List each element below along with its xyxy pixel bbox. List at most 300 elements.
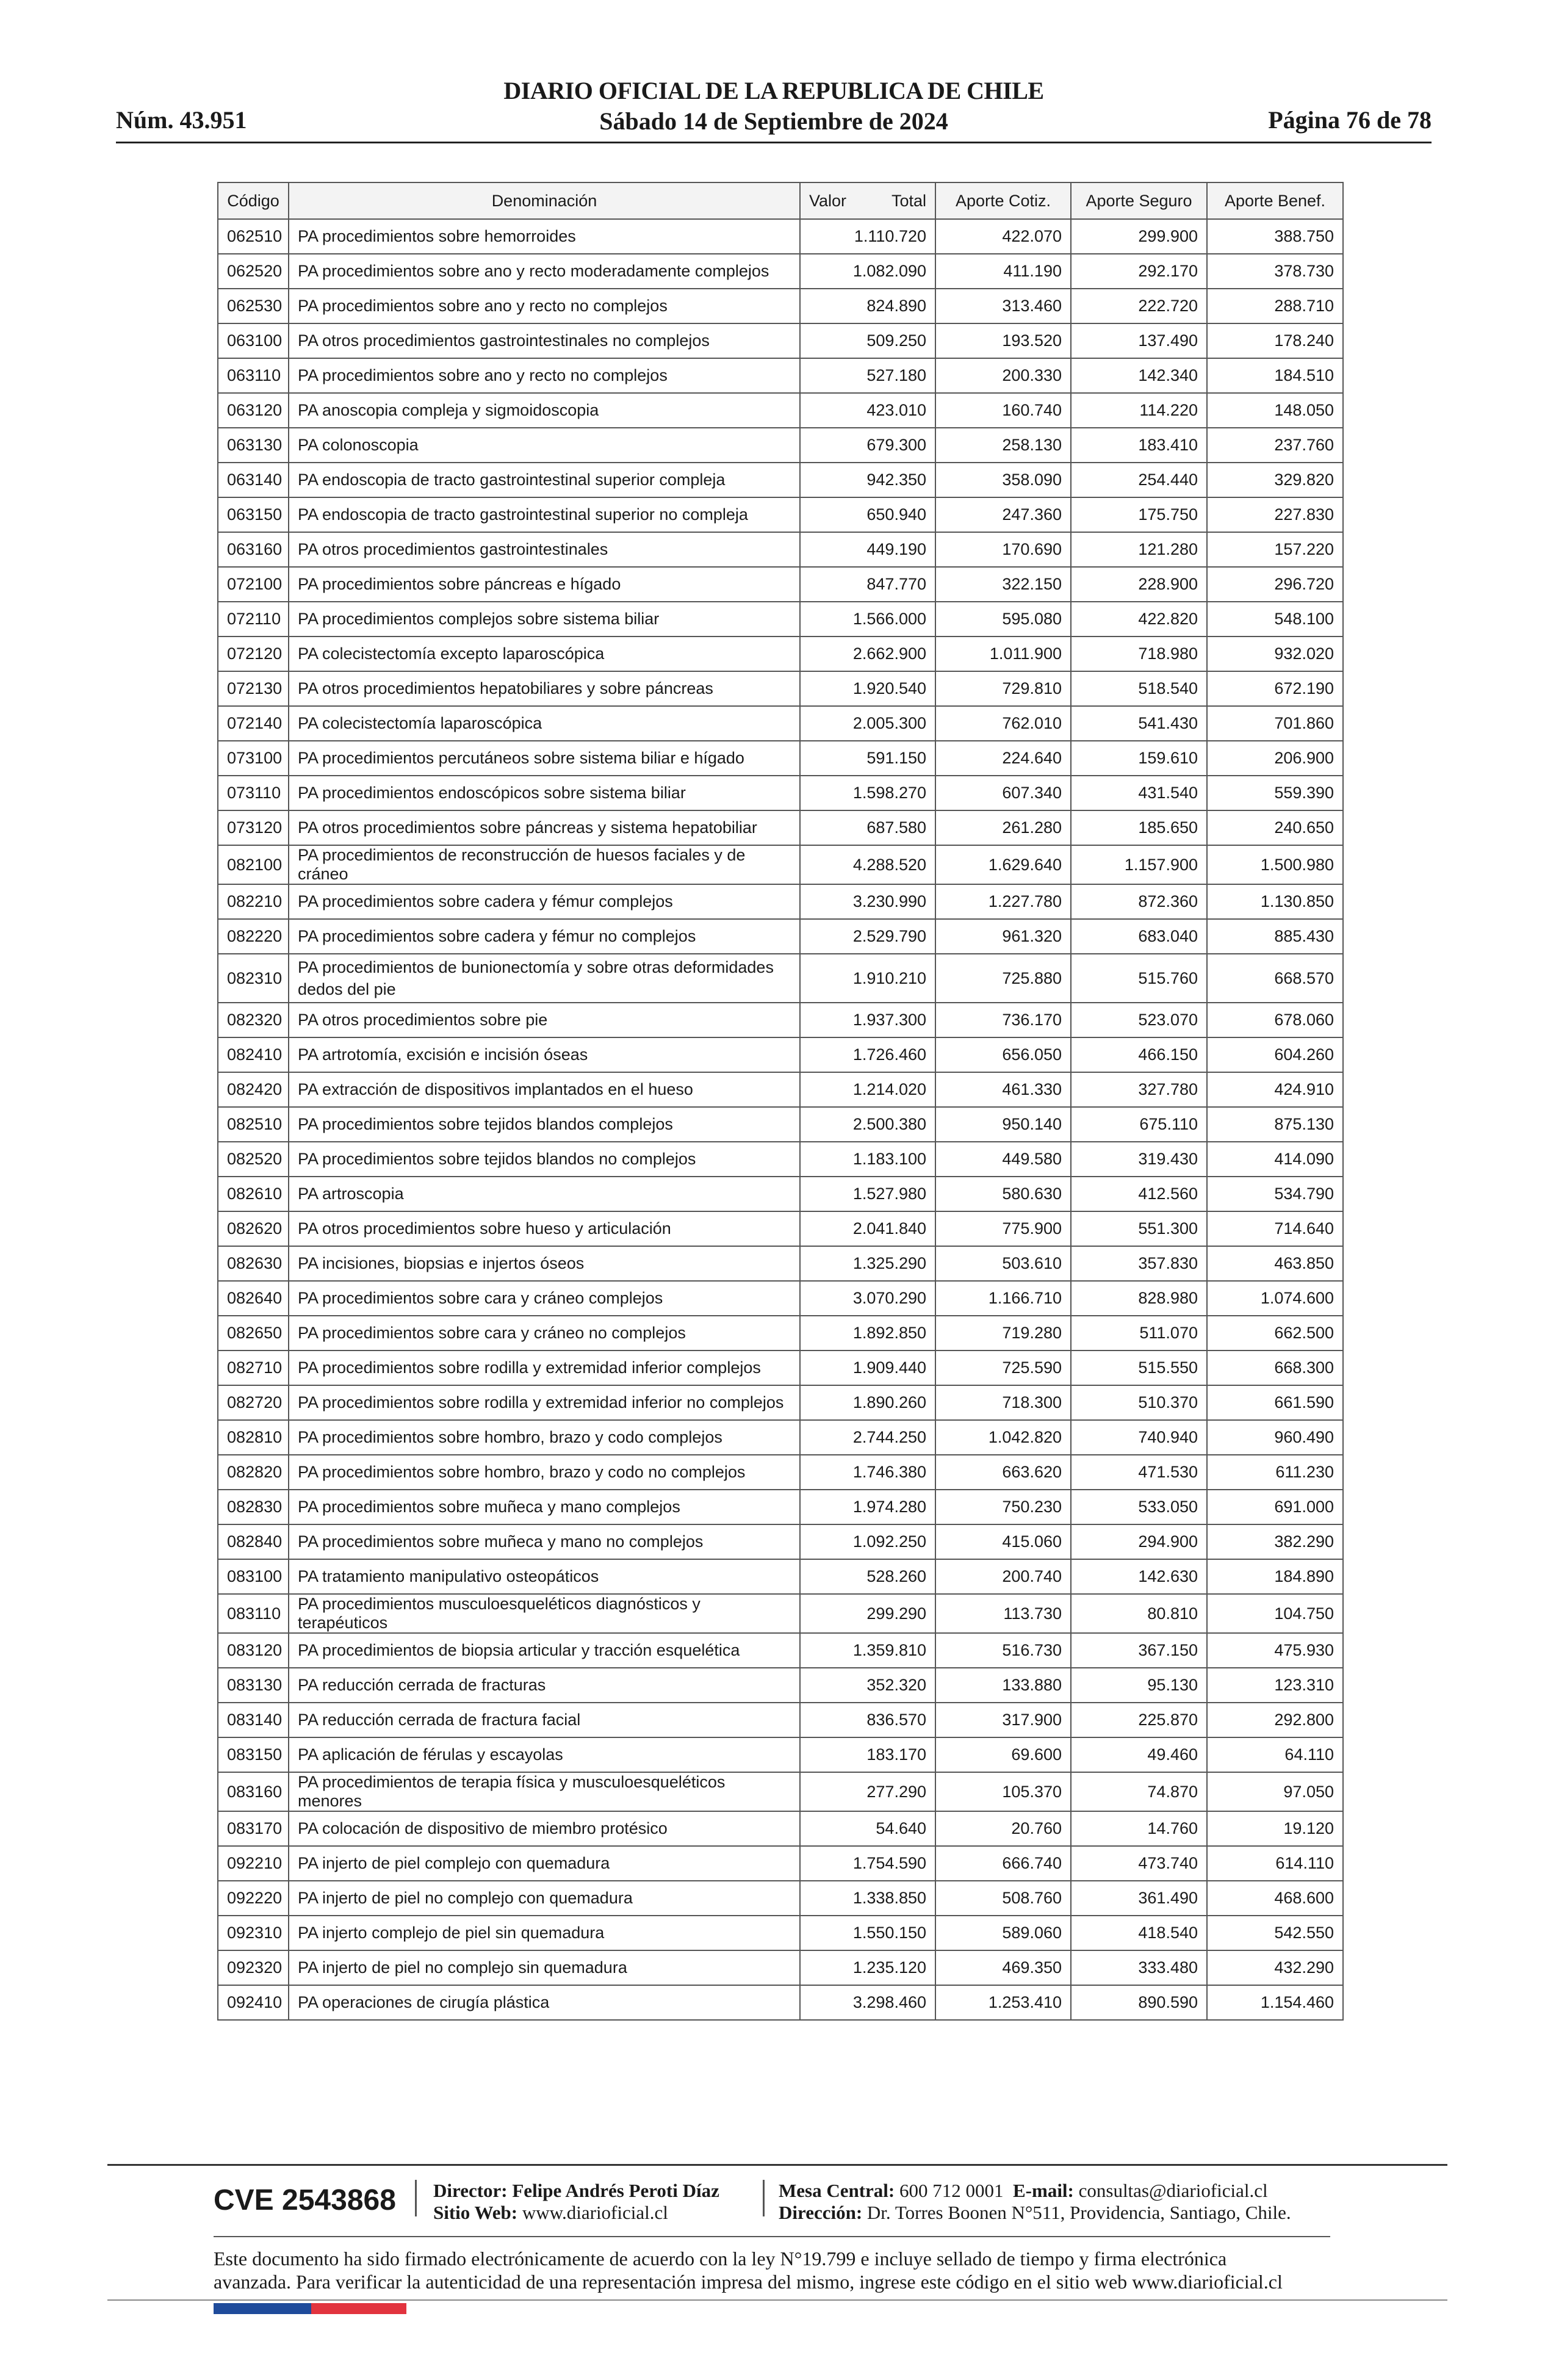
- cell-total: 1.754.590: [800, 1846, 935, 1881]
- cell-seguro: 872.360: [1071, 884, 1207, 919]
- cell-total: 1.920.540: [800, 671, 935, 706]
- cell-cotiz: 133.880: [935, 1668, 1071, 1703]
- cell-seguro: 367.150: [1071, 1633, 1207, 1668]
- cell-total: 2.744.250: [800, 1420, 935, 1455]
- cell-total: 277.290: [800, 1772, 935, 1811]
- contact-block: [779, 2180, 1291, 2224]
- cell-code: 082640: [218, 1281, 289, 1316]
- cell-code: 082510: [218, 1107, 289, 1142]
- cell-cotiz: 950.140: [935, 1107, 1071, 1142]
- cell-cotiz: 719.280: [935, 1316, 1071, 1350]
- cell-benef: 240.650: [1207, 810, 1343, 845]
- cell-cotiz: 580.630: [935, 1177, 1071, 1211]
- website-link[interactable]: www.diarioficial.cl: [522, 2202, 668, 2223]
- cell-benef: 701.860: [1207, 706, 1343, 741]
- cell-name: PA otros procedimientos hepatobiliares y sobre páncreas: [289, 671, 800, 706]
- cell-seguro: 431.540: [1071, 776, 1207, 810]
- cell-cotiz: 961.320: [935, 919, 1071, 954]
- cell-benef: 288.710: [1207, 289, 1343, 323]
- table-row: [218, 1316, 1343, 1350]
- cell-name: PA colecistectomía laparoscópica: [289, 706, 800, 741]
- cell-cotiz: 607.340: [935, 776, 1071, 810]
- cell-name: PA procedimientos de bunionectomía y sobre otras deformidades dedos del pie: [289, 954, 800, 1003]
- cell-name: PA injerto de piel complejo con quemadura: [289, 1846, 800, 1881]
- cell-cotiz: 718.300: [935, 1385, 1071, 1420]
- cell-benef: 157.220: [1207, 532, 1343, 567]
- cell-seguro: 518.540: [1071, 671, 1207, 706]
- cell-seguro: 137.490: [1071, 323, 1207, 358]
- cell-name: PA procedimientos endoscópicos sobre sistema biliar: [289, 776, 800, 810]
- cell-code: 072100: [218, 567, 289, 602]
- legal-line: avanzada. Para verificar la autenticidad de una representación impresa del mismo, ingrese este código en el sitio web www.diarioficial.cl: [214, 2271, 1283, 2293]
- cell-name: PA procedimientos percutáneos sobre sistema biliar e hígado: [289, 741, 800, 776]
- director-block: [433, 2180, 719, 2224]
- cell-benef: 1.500.980: [1207, 845, 1343, 884]
- col-header-seguro: Aporte Seguro: [1071, 182, 1207, 219]
- cell-total: 847.770: [800, 567, 935, 602]
- cell-code: 073110: [218, 776, 289, 810]
- cell-total: 942.350: [800, 463, 935, 497]
- table-row: [218, 919, 1343, 954]
- cell-benef: 534.790: [1207, 1177, 1343, 1211]
- cell-seguro: 541.430: [1071, 706, 1207, 741]
- cell-name: PA procedimientos de biopsia articular y tracción esquelética: [289, 1633, 800, 1668]
- cell-benef: 424.910: [1207, 1072, 1343, 1107]
- page-header: [116, 76, 1432, 143]
- table-row: [218, 1950, 1343, 1985]
- cell-name: PA operaciones de cirugía plástica: [289, 1985, 800, 2020]
- cell-total: 1.214.020: [800, 1072, 935, 1107]
- cell-code: 063110: [218, 358, 289, 393]
- cell-code: 082720: [218, 1385, 289, 1420]
- cell-total: 4.288.520: [800, 845, 935, 884]
- footer-separator: [415, 2180, 417, 2216]
- cell-cotiz: 775.900: [935, 1211, 1071, 1246]
- cell-code: 082220: [218, 919, 289, 954]
- table-row: [218, 428, 1343, 463]
- table-row: [218, 254, 1343, 289]
- cell-cotiz: 656.050: [935, 1037, 1071, 1072]
- cell-name: PA artrotomía, excisión e incisión óseas: [289, 1037, 800, 1072]
- col-header-total-label: Total: [891, 191, 926, 210]
- mesa-label: Mesa Central:: [779, 2180, 895, 2201]
- table-row: [218, 706, 1343, 741]
- cell-total: 1.598.270: [800, 776, 935, 810]
- cell-name: PA procedimientos sobre tejidos blandos no complejos: [289, 1142, 800, 1177]
- cell-total: 1.937.300: [800, 1003, 935, 1037]
- cell-benef: 206.900: [1207, 741, 1343, 776]
- cell-cotiz: 736.170: [935, 1003, 1071, 1037]
- cell-code: 083100: [218, 1559, 289, 1594]
- cell-code: 083160: [218, 1772, 289, 1811]
- cell-total: 2.005.300: [800, 706, 935, 741]
- cell-seguro: 225.870: [1071, 1703, 1207, 1737]
- cell-cotiz: 358.090: [935, 463, 1071, 497]
- cell-benef: 292.800: [1207, 1703, 1343, 1737]
- cell-name: PA endoscopia de tracto gastrointestinal superior compleja: [289, 463, 800, 497]
- cell-seguro: 890.590: [1071, 1985, 1207, 2020]
- cell-cotiz: 411.190: [935, 254, 1071, 289]
- cell-code: 092210: [218, 1846, 289, 1881]
- cell-cotiz: 322.150: [935, 567, 1071, 602]
- cell-code: 082710: [218, 1350, 289, 1385]
- cell-benef: 329.820: [1207, 463, 1343, 497]
- cell-cotiz: 313.460: [935, 289, 1071, 323]
- cell-name: PA artroscopia: [289, 1177, 800, 1211]
- table-row: [218, 323, 1343, 358]
- table-row: [218, 1107, 1343, 1142]
- cell-cotiz: 469.350: [935, 1950, 1071, 1985]
- cell-name: PA procedimientos sobre ano y recto no complejos: [289, 289, 800, 323]
- cell-cotiz: 1.166.710: [935, 1281, 1071, 1316]
- cell-benef: 548.100: [1207, 602, 1343, 636]
- cell-cotiz: 1.253.410: [935, 1985, 1071, 2020]
- cell-total: 2.529.790: [800, 919, 935, 954]
- address-value: Dr. Torres Boonen N°511, Providencia, Santiago, Chile.: [866, 2202, 1291, 2223]
- cell-seguro: 185.650: [1071, 810, 1207, 845]
- page-footer: [214, 2177, 1373, 2226]
- cell-name: PA injerto de piel no complejo sin quemadura: [289, 1950, 800, 1985]
- cell-seguro: 228.900: [1071, 567, 1207, 602]
- cell-total: 1.550.150: [800, 1916, 935, 1950]
- cell-name: PA reducción cerrada de fracturas: [289, 1668, 800, 1703]
- email-link[interactable]: consultas@diarioficial.cl: [1078, 2180, 1268, 2201]
- cell-name: PA procedimientos sobre hemorroides: [289, 219, 800, 254]
- cell-total: 183.170: [800, 1737, 935, 1772]
- cell-code: 072120: [218, 636, 289, 671]
- cell-code: 063100: [218, 323, 289, 358]
- table-row: [218, 497, 1343, 532]
- cell-seguro: 254.440: [1071, 463, 1207, 497]
- table-row: [218, 845, 1343, 884]
- cell-code: 072140: [218, 706, 289, 741]
- cell-cotiz: 666.740: [935, 1846, 1071, 1881]
- cell-benef: 184.890: [1207, 1559, 1343, 1594]
- table-row: [218, 1142, 1343, 1177]
- website-label: Sitio Web:: [433, 2202, 518, 2223]
- table-row: [218, 1003, 1343, 1037]
- cell-seguro: 95.130: [1071, 1668, 1207, 1703]
- cell-code: 082410: [218, 1037, 289, 1072]
- col-header-valor: Valor: [809, 191, 847, 210]
- cell-name: PA tratamiento manipulativo osteopáticos: [289, 1559, 800, 1594]
- cell-code: 092220: [218, 1881, 289, 1916]
- cve-code: CVE 2543868: [214, 2184, 396, 2216]
- cell-total: 1.110.720: [800, 219, 935, 254]
- cell-benef: 463.850: [1207, 1246, 1343, 1281]
- col-header-benef: Aporte Benef.: [1207, 182, 1343, 219]
- cell-code: 082650: [218, 1316, 289, 1350]
- cell-benef: 97.050: [1207, 1772, 1343, 1811]
- cell-seguro: 422.820: [1071, 602, 1207, 636]
- cell-seguro: 222.720: [1071, 289, 1207, 323]
- cell-name: PA procedimientos sobre hombro, brazo y codo no complejos: [289, 1455, 800, 1490]
- cell-benef: 237.760: [1207, 428, 1343, 463]
- legal-notice: [214, 2247, 1373, 2293]
- cell-cotiz: 1.042.820: [935, 1420, 1071, 1455]
- table-row: [218, 776, 1343, 810]
- cell-total: 836.570: [800, 1703, 935, 1737]
- cell-code: 082820: [218, 1455, 289, 1490]
- publication-date: Sábado 14 de Septiembre de 2024: [599, 107, 948, 135]
- cell-total: 2.041.840: [800, 1211, 935, 1246]
- cell-code: 083110: [218, 1594, 289, 1633]
- table-row: [218, 289, 1343, 323]
- table-row: [218, 1916, 1343, 1950]
- cell-name: PA procedimientos sobre cara y cráneo complejos: [289, 1281, 800, 1316]
- table-row: [218, 602, 1343, 636]
- cell-cotiz: 508.760: [935, 1881, 1071, 1916]
- cell-cotiz: 729.810: [935, 671, 1071, 706]
- cell-cotiz: 589.060: [935, 1916, 1071, 1950]
- table-row: [218, 1455, 1343, 1490]
- cell-seguro: 142.630: [1071, 1559, 1207, 1594]
- cell-total: 527.180: [800, 358, 935, 393]
- cell-name: PA otros procedimientos sobre pie: [289, 1003, 800, 1037]
- cell-total: 2.500.380: [800, 1107, 935, 1142]
- cell-code: 062530: [218, 289, 289, 323]
- cell-seguro: 361.490: [1071, 1881, 1207, 1916]
- cell-total: 449.190: [800, 532, 935, 567]
- cell-name: PA colecistectomía excepto laparoscópica: [289, 636, 800, 671]
- cell-total: 3.298.460: [800, 1985, 935, 2020]
- cell-total: 3.070.290: [800, 1281, 935, 1316]
- cell-seguro: 683.040: [1071, 919, 1207, 954]
- cell-benef: 1.130.850: [1207, 884, 1343, 919]
- cell-total: 1.909.440: [800, 1350, 935, 1385]
- cell-total: 824.890: [800, 289, 935, 323]
- table-row: [218, 1772, 1343, 1811]
- cell-benef: 388.750: [1207, 219, 1343, 254]
- cell-total: 591.150: [800, 741, 935, 776]
- cell-cotiz: 170.690: [935, 532, 1071, 567]
- table-row: [218, 810, 1343, 845]
- cell-seguro: 292.170: [1071, 254, 1207, 289]
- cell-code: 083150: [218, 1737, 289, 1772]
- cell-code: 082610: [218, 1177, 289, 1211]
- cell-code: 082630: [218, 1246, 289, 1281]
- cell-total: 1.338.850: [800, 1881, 935, 1916]
- table-row: [218, 567, 1343, 602]
- cell-code: 083170: [218, 1811, 289, 1846]
- flag-stripe-red: [311, 2303, 406, 2314]
- cell-benef: 1.074.600: [1207, 1281, 1343, 1316]
- cell-benef: 691.000: [1207, 1490, 1343, 1524]
- cell-total: 352.320: [800, 1668, 935, 1703]
- table-row: [218, 1281, 1343, 1316]
- cell-cotiz: 160.740: [935, 393, 1071, 428]
- issue-number: Núm. 43.951: [116, 106, 247, 134]
- cell-name: PA procedimientos sobre muñeca y mano no complejos: [289, 1524, 800, 1559]
- col-header-cotiz: Aporte Cotiz.: [935, 182, 1071, 219]
- table-row: [218, 741, 1343, 776]
- cell-code: 082840: [218, 1524, 289, 1559]
- footer-divider-middle: [214, 2236, 1330, 2237]
- cell-code: 063120: [218, 393, 289, 428]
- cell-seguro: 327.780: [1071, 1072, 1207, 1107]
- cell-name: PA procedimientos musculoesqueléticos diagnósticos y terapéuticos: [289, 1594, 800, 1633]
- cell-cotiz: 247.360: [935, 497, 1071, 532]
- cell-benef: 604.260: [1207, 1037, 1343, 1072]
- table-row: [218, 1633, 1343, 1668]
- cell-name: PA procedimientos sobre rodilla y extremidad inferior complejos: [289, 1350, 800, 1385]
- table-row: [218, 1420, 1343, 1455]
- cell-seguro: 466.150: [1071, 1037, 1207, 1072]
- cell-total: 687.580: [800, 810, 935, 845]
- cell-name: PA injerto complejo de piel sin quemadura: [289, 1916, 800, 1950]
- cell-seguro: 74.870: [1071, 1772, 1207, 1811]
- cell-code: 082810: [218, 1420, 289, 1455]
- table-row: [218, 219, 1343, 254]
- cell-name: PA procedimientos sobre tejidos blandos complejos: [289, 1107, 800, 1142]
- cell-code: 082310: [218, 954, 289, 1003]
- cell-benef: 468.600: [1207, 1881, 1343, 1916]
- cell-benef: 668.300: [1207, 1350, 1343, 1385]
- cell-cotiz: 415.060: [935, 1524, 1071, 1559]
- cell-total: 3.230.990: [800, 884, 935, 919]
- table-row: [218, 1037, 1343, 1072]
- table-row: [218, 532, 1343, 567]
- cell-seguro: 121.280: [1071, 532, 1207, 567]
- cell-total: 1.566.000: [800, 602, 935, 636]
- header-center: [116, 76, 1432, 137]
- cell-benef: 432.290: [1207, 1950, 1343, 1985]
- cell-code: 073100: [218, 741, 289, 776]
- cell-code: 083120: [218, 1633, 289, 1668]
- table-row: [218, 1703, 1343, 1737]
- cell-seguro: 675.110: [1071, 1107, 1207, 1142]
- cell-name: PA procedimientos de terapia física y musculoesqueléticos menores: [289, 1772, 800, 1811]
- cell-seguro: 740.940: [1071, 1420, 1207, 1455]
- cell-name: PA incisiones, biopsias e injertos óseos: [289, 1246, 800, 1281]
- cell-code: 072130: [218, 671, 289, 706]
- procedures-table: [217, 182, 1344, 2021]
- director-name: Felipe Andrés Peroti Díaz: [512, 2180, 719, 2201]
- cell-benef: 885.430: [1207, 919, 1343, 954]
- cell-seguro: 14.760: [1071, 1811, 1207, 1846]
- table-row: [218, 1737, 1343, 1772]
- cell-name: PA procedimientos complejos sobre sistema biliar: [289, 602, 800, 636]
- table-row: [218, 1177, 1343, 1211]
- cell-total: 1.890.260: [800, 1385, 935, 1420]
- cell-seguro: 333.480: [1071, 1950, 1207, 1985]
- cell-benef: 148.050: [1207, 393, 1343, 428]
- cell-name: PA anoscopia compleja y sigmoidoscopia: [289, 393, 800, 428]
- cell-total: 1.892.850: [800, 1316, 935, 1350]
- cell-total: 1.974.280: [800, 1490, 935, 1524]
- cell-code: 063150: [218, 497, 289, 532]
- table-row: [218, 1811, 1343, 1846]
- cell-benef: 662.500: [1207, 1316, 1343, 1350]
- cell-code: 082420: [218, 1072, 289, 1107]
- cell-benef: 184.510: [1207, 358, 1343, 393]
- cell-cotiz: 69.600: [935, 1737, 1071, 1772]
- table-row: [218, 1846, 1343, 1881]
- cell-seguro: 319.430: [1071, 1142, 1207, 1177]
- cell-code: 062520: [218, 254, 289, 289]
- mesa-phone: 600 712 0001: [899, 2180, 1004, 2201]
- cell-name: PA otros procedimientos sobre hueso y articulación: [289, 1211, 800, 1246]
- cell-name: PA procedimientos sobre cara y cráneo no complejos: [289, 1316, 800, 1350]
- footer-separator: [763, 2180, 765, 2216]
- cell-code: 082320: [218, 1003, 289, 1037]
- table-row: [218, 1350, 1343, 1385]
- cell-name: PA endoscopia de tracto gastrointestinal superior no compleja: [289, 497, 800, 532]
- cell-seguro: 473.740: [1071, 1846, 1207, 1881]
- footer-divider-bottom: [107, 2299, 1447, 2301]
- email-label: E-mail:: [1013, 2180, 1074, 2201]
- cell-code: 082520: [218, 1142, 289, 1177]
- cell-total: 54.640: [800, 1811, 935, 1846]
- cell-seguro: 718.980: [1071, 636, 1207, 671]
- cell-code: 083130: [218, 1668, 289, 1703]
- cell-total: 2.662.900: [800, 636, 935, 671]
- cell-cotiz: 193.520: [935, 323, 1071, 358]
- cell-benef: 559.390: [1207, 776, 1343, 810]
- cell-cotiz: 725.590: [935, 1350, 1071, 1385]
- cell-seguro: 175.750: [1071, 497, 1207, 532]
- cell-seguro: 183.410: [1071, 428, 1207, 463]
- cell-name: PA procedimientos sobre cadera y fémur no complejos: [289, 919, 800, 954]
- page-number: Página 76 de 78: [1268, 106, 1432, 134]
- cell-seguro: 471.530: [1071, 1455, 1207, 1490]
- cell-benef: 672.190: [1207, 671, 1343, 706]
- cell-seguro: 80.810: [1071, 1594, 1207, 1633]
- cell-name: PA procedimientos sobre rodilla y extremidad inferior no complejos: [289, 1385, 800, 1420]
- cell-cotiz: 200.740: [935, 1559, 1071, 1594]
- table-row: [218, 1072, 1343, 1107]
- cell-cotiz: 449.580: [935, 1142, 1071, 1177]
- cell-seguro: 515.760: [1071, 954, 1207, 1003]
- flag-stripe-blue: [214, 2303, 311, 2314]
- cell-total: 299.290: [800, 1594, 935, 1633]
- cell-cotiz: 261.280: [935, 810, 1071, 845]
- publication-title: DIARIO OFICIAL DE LA REPUBLICA DE CHILE: [503, 77, 1044, 104]
- cell-seguro: 515.550: [1071, 1350, 1207, 1385]
- cell-name: PA colonoscopia: [289, 428, 800, 463]
- cell-seguro: 511.070: [1071, 1316, 1207, 1350]
- cell-name: PA procedimientos sobre ano y recto moderadamente complejos: [289, 254, 800, 289]
- cell-seguro: 828.980: [1071, 1281, 1207, 1316]
- cell-name: PA procedimientos de reconstrucción de huesos faciales y de cráneo: [289, 845, 800, 884]
- cell-total: 509.250: [800, 323, 935, 358]
- cell-benef: 19.120: [1207, 1811, 1343, 1846]
- director-label: Director:: [433, 2180, 508, 2201]
- cell-code: 082100: [218, 845, 289, 884]
- cell-name: PA reducción cerrada de fractura facial: [289, 1703, 800, 1737]
- cell-benef: 678.060: [1207, 1003, 1343, 1037]
- cell-code: 082210: [218, 884, 289, 919]
- table-body: [218, 219, 1343, 2020]
- cell-code: 092310: [218, 1916, 289, 1950]
- cell-benef: 296.720: [1207, 567, 1343, 602]
- cell-cotiz: 1.011.900: [935, 636, 1071, 671]
- cell-code: 083140: [218, 1703, 289, 1737]
- cell-seguro: 418.540: [1071, 1916, 1207, 1950]
- cell-cotiz: 20.760: [935, 1811, 1071, 1846]
- cell-total: 1.746.380: [800, 1455, 935, 1490]
- cell-name: PA otros procedimientos gastrointestinales no complejos: [289, 323, 800, 358]
- cell-seguro: 142.340: [1071, 358, 1207, 393]
- cell-cotiz: 200.330: [935, 358, 1071, 393]
- table-row: [218, 954, 1343, 1003]
- cell-benef: 414.090: [1207, 1142, 1343, 1177]
- cell-benef: 227.830: [1207, 497, 1343, 532]
- cell-benef: 178.240: [1207, 323, 1343, 358]
- table-row: [218, 358, 1343, 393]
- header-divider: [116, 142, 1432, 143]
- cell-benef: 475.930: [1207, 1633, 1343, 1668]
